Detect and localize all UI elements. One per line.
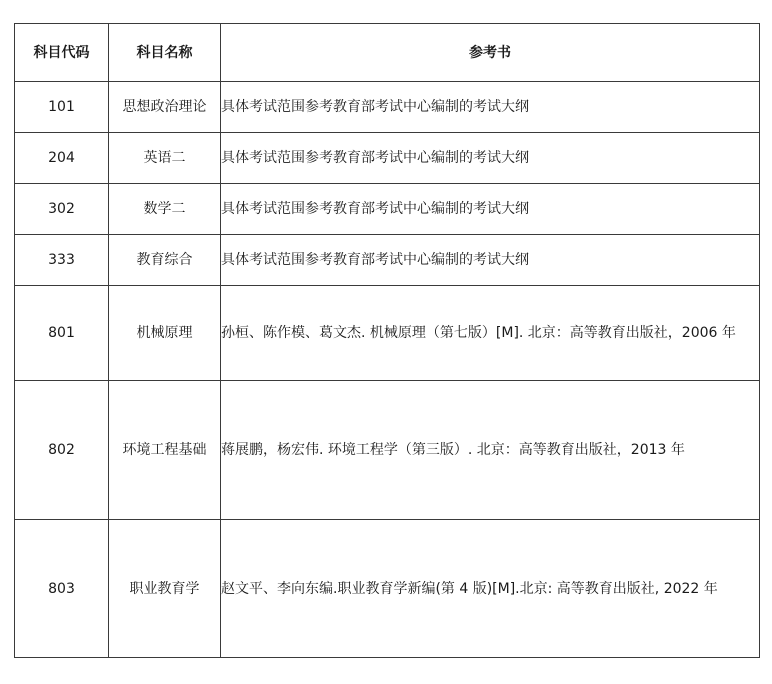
reference-cell: 具体考试范围参考教育部考试中心编制的考试大纲 (221, 133, 760, 184)
subject-name-cell: 教育综合 (109, 235, 221, 286)
subject-name-cell: 数学二 (109, 184, 221, 235)
subject-code-cell: 302 (15, 184, 109, 235)
table-row (15, 133, 760, 184)
header-reference-book: 参考书 (221, 24, 760, 82)
subject-code-cell: 204 (15, 133, 109, 184)
reference-cell: 具体考试范围参考教育部考试中心编制的考试大纲 (221, 82, 760, 133)
reference-books-table (14, 23, 760, 658)
subject-name-cell: 机械原理 (109, 286, 221, 381)
subject-code-cell: 802 (15, 381, 109, 520)
subject-code-cell: 803 (15, 520, 109, 658)
header-subject-name: 科目名称 (109, 24, 221, 82)
reference-cell: 具体考试范围参考教育部考试中心编制的考试大纲 (221, 184, 760, 235)
table-row (15, 381, 760, 520)
table-row (15, 82, 760, 133)
table-header-row (15, 24, 760, 82)
table-row (15, 235, 760, 286)
table-row (15, 286, 760, 381)
header-subject-code: 科目代码 (15, 24, 109, 82)
subject-name-cell: 英语二 (109, 133, 221, 184)
subject-name-cell: 思想政治理论 (109, 82, 221, 133)
reference-cell: 孙桓、陈作模、葛文杰. 机械原理（第七版）[M]. 北京：高等教育出版社，2006 年 (221, 286, 760, 381)
subject-code-cell: 801 (15, 286, 109, 381)
subject-name-cell: 环境工程基础 (109, 381, 221, 520)
table-row (15, 520, 760, 658)
subject-code-cell: 101 (15, 82, 109, 133)
table-row (15, 184, 760, 235)
reference-cell: 具体考试范围参考教育部考试中心编制的考试大纲 (221, 235, 760, 286)
subject-code-cell: 333 (15, 235, 109, 286)
reference-cell: 蒋展鹏，杨宏伟. 环境工程学（第三版）. 北京：高等教育出版社，2013 年 (221, 381, 760, 520)
subject-name-cell: 职业教育学 (109, 520, 221, 658)
reference-cell: 赵文平、李向东编.职业教育学新编(第 4 版)[M].北京: 高等教育出版社, 2022 年 (221, 520, 760, 658)
